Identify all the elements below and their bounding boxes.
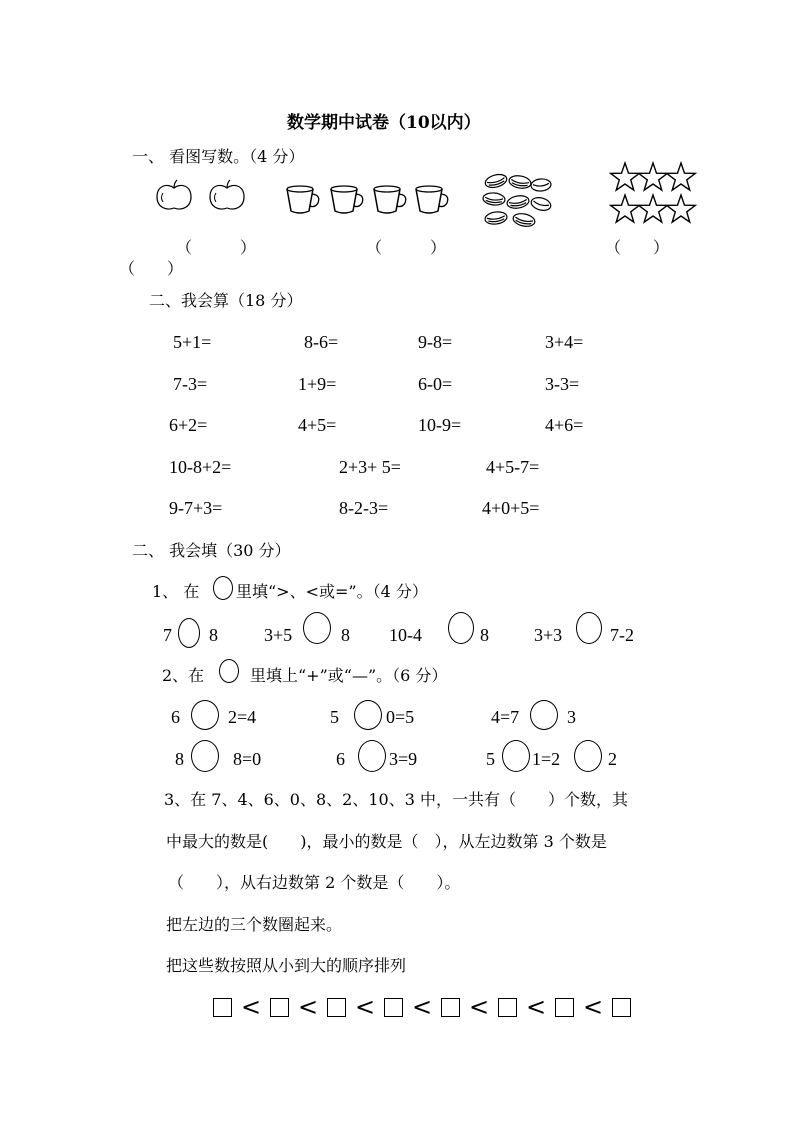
q3-line-1: 3、在 7、4、6、0、8、2、10、3 中，一共有（ ）个数，其 [164,790,628,809]
less-than-sign: < [525,993,547,1021]
less-than-sign: < [297,993,319,1021]
compare-right: 8 [480,625,489,645]
answer-blank-cups[interactable]: （ ） [366,238,447,257]
less-than-sign: < [468,993,490,1021]
answer-box[interactable] [270,998,289,1017]
answer-blank-apples[interactable]: （ ） [176,238,257,257]
compare-circle[interactable] [178,618,200,648]
page-title: 数学期中试卷（10以内） [287,113,481,133]
operand: 0=5 [386,707,415,727]
operand: 6 [171,707,180,727]
section2-heading: 二、我会算（18 分） [149,291,303,310]
q2-prefix: 2、在 [162,666,205,685]
operator-circle[interactable] [191,700,219,730]
q3-line-4: 把左边的三个数圈起来。 [166,915,343,934]
compare-circle[interactable] [576,612,602,644]
answer-box[interactable] [498,998,517,1017]
q1-suffix: 里填“>、<或=”。（4 分） [236,582,428,601]
operand: 2=4 [228,707,257,727]
answer-box[interactable] [327,998,346,1017]
equation: 8-6= [304,332,339,352]
operator-circle[interactable] [574,740,602,772]
q2-suffix: 里填上“+”或“—”。（6 分） [250,666,448,685]
compare-left: 7 [163,625,172,645]
operand: 3 [567,707,576,727]
equation: 4+0+5= [482,498,540,518]
cup-icon [372,185,410,215]
operator-circle[interactable] [191,740,219,772]
operator-circle[interactable] [530,700,558,730]
compare-left: 10-4 [389,625,422,645]
compare-right: 8 [209,625,218,645]
equation: 9-7+3= [169,498,223,518]
operand: 8 [175,749,184,769]
equation: 6+2= [169,415,208,435]
answer-box[interactable] [555,998,574,1017]
equation: 9-8= [418,332,453,352]
equation: 4+5-7= [486,457,540,477]
cup-icon [329,185,367,215]
compare-right: 8 [341,625,350,645]
bean-icon [482,172,554,232]
equation: 10-8+2= [169,457,232,477]
cup-icon [414,185,452,215]
answer-box[interactable] [213,998,232,1017]
answer-blank-beans[interactable]: （ ） [119,259,184,278]
operand: 6 [336,749,345,769]
answer-box[interactable] [441,998,460,1017]
operand: 5 [330,707,339,727]
q3-line-5: 把这些数按照从小到大的顺序排列 [166,956,407,975]
operator-circle[interactable] [358,740,386,772]
equation: 8-2-3= [339,498,389,518]
compare-circle[interactable] [303,612,331,644]
circle-symbol [219,659,239,683]
compare-left: 3+5 [264,625,293,645]
operand: 2 [608,749,617,769]
less-than-sign: < [411,993,433,1021]
equation: 10-9= [418,415,462,435]
cup-icon [285,185,323,215]
circle-symbol [213,576,233,600]
q1-prefix: 1、 在 [152,582,200,601]
answer-blank-stars[interactable]: （ ） [605,238,670,257]
equation: 3-3= [545,374,580,394]
equation: 7-3= [173,374,208,394]
less-than-sign: < [240,993,262,1021]
less-than-sign: < [582,993,604,1021]
equation: 2+3+ 5= [339,457,401,477]
equation: 4+5= [298,415,337,435]
compare-right: 7-2 [610,625,634,645]
operand: 3=9 [389,749,418,769]
operand: 1=2 [532,749,561,769]
compare-left: 3+3 [534,625,563,645]
equation: 1+9= [298,374,337,394]
operator-circle[interactable] [354,700,382,730]
section1-heading: 一、 看图写数。（4 分） [132,147,305,166]
operator-circle[interactable] [502,740,530,772]
apple-icon [154,180,194,214]
equation: 6-0= [418,374,453,394]
operand: 4=7 [491,707,520,727]
operand: 8=0 [233,749,262,769]
equation: 3+4= [545,332,584,352]
star-icon [609,160,697,228]
q3-line-2: 中最大的数是( )，最小的数是（ ），从左边数第 3 个数是 [166,832,607,851]
less-than-sign: < [354,993,376,1021]
compare-circle[interactable] [448,612,474,644]
ordering-boxes [213,995,631,1019]
equation: 5+1= [173,332,212,352]
answer-box[interactable] [612,998,631,1017]
apple-icon [207,180,247,214]
q3-line-3: （ ），从右边数第 2 个数是（ ）。 [168,873,461,892]
answer-box[interactable] [384,998,403,1017]
operand: 5 [486,749,495,769]
section3-heading: 二、 我会填（30 分） [132,541,291,560]
equation: 4+6= [545,415,584,435]
